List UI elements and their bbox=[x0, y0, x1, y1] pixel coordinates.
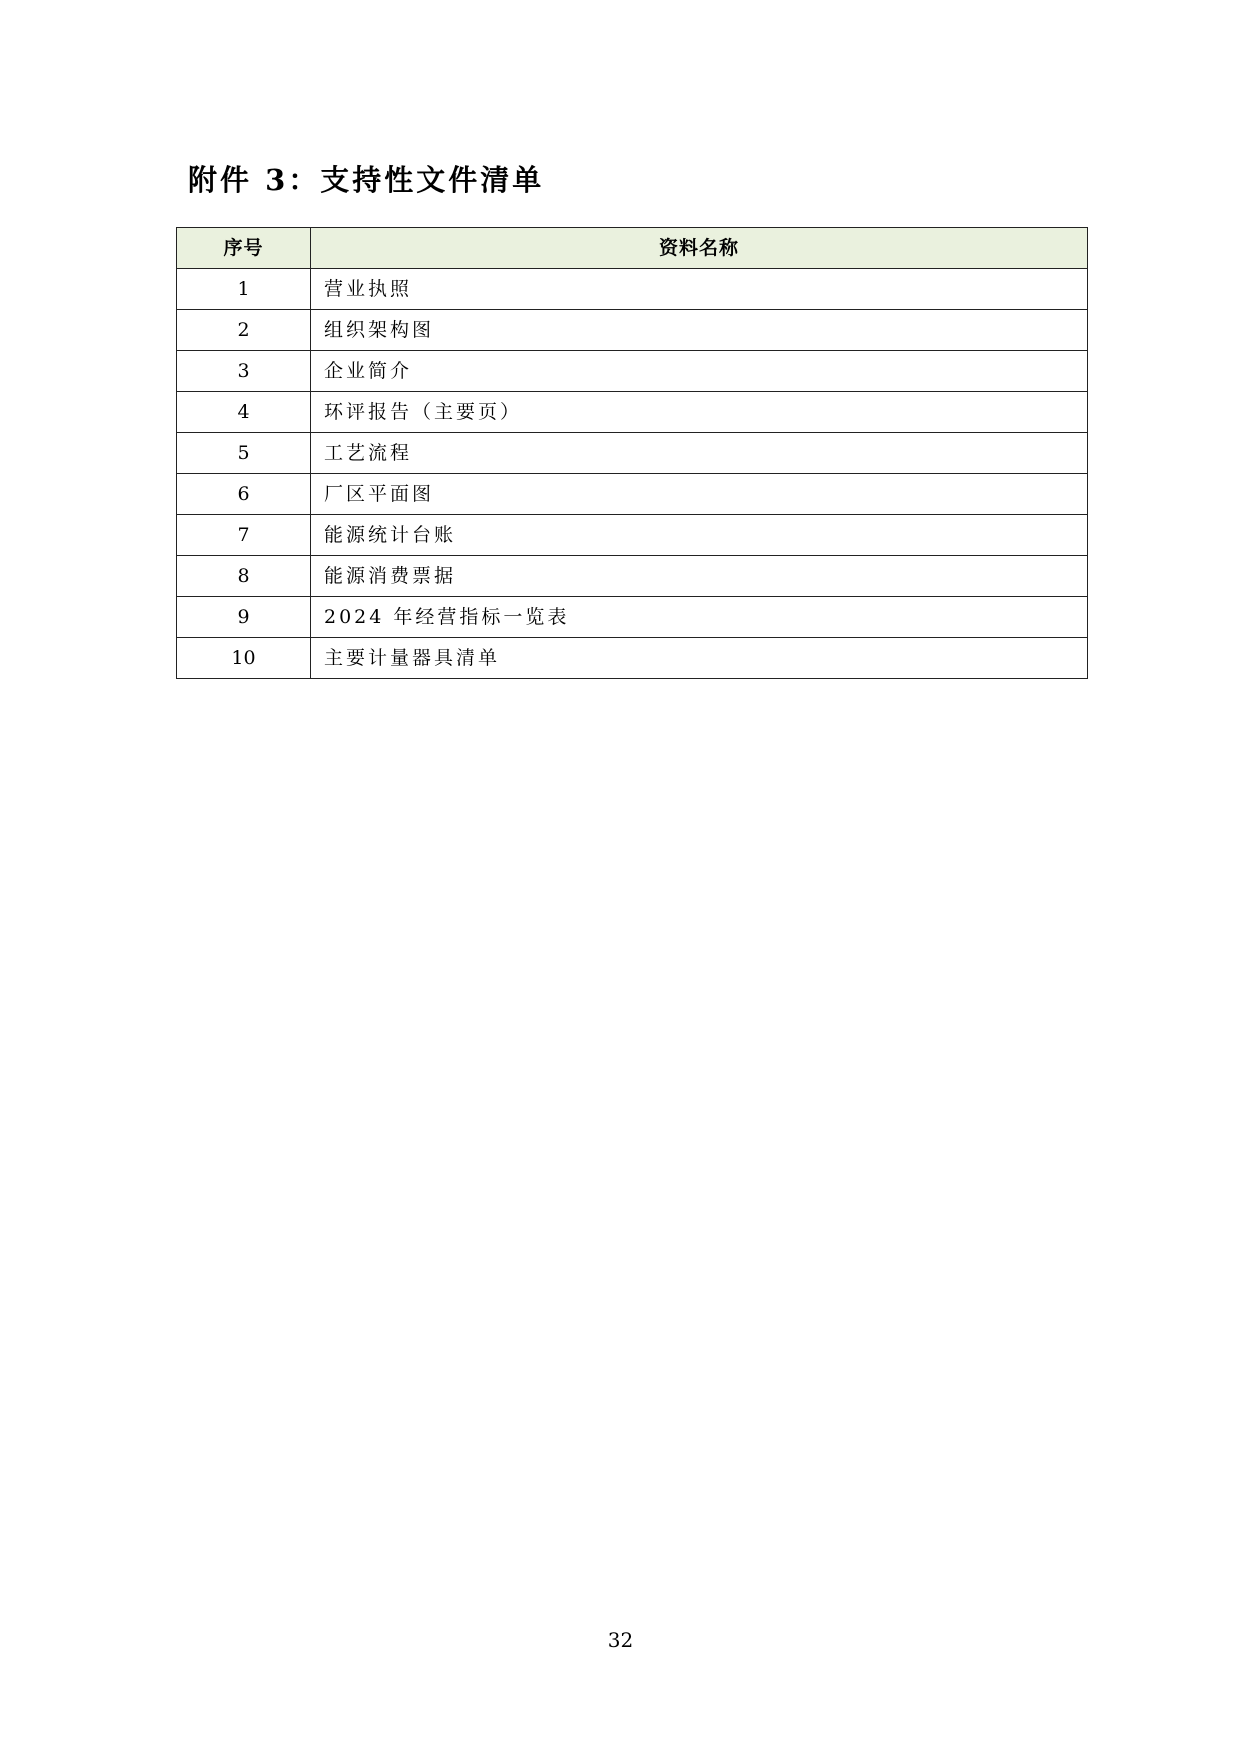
row-serial-number: 6 bbox=[177, 474, 311, 515]
table-row bbox=[177, 392, 1088, 433]
supporting-documents-table bbox=[176, 227, 1088, 679]
row-serial-number: 10 bbox=[177, 638, 311, 679]
row-serial-number: 7 bbox=[177, 515, 311, 556]
row-serial-number: 9 bbox=[177, 597, 311, 638]
row-serial-number: 1 bbox=[177, 269, 311, 310]
page-title: 附件 3：支持性文件清单 bbox=[188, 163, 545, 197]
table-row bbox=[177, 269, 1088, 310]
row-document-name: 工艺流程 bbox=[311, 433, 1088, 474]
header-serial-number: 序号 bbox=[177, 228, 311, 269]
table-row bbox=[177, 597, 1088, 638]
row-serial-number: 8 bbox=[177, 556, 311, 597]
header-document-name: 资料名称 bbox=[311, 228, 1088, 269]
row-document-name: 企业简介 bbox=[311, 351, 1088, 392]
table-row bbox=[177, 433, 1088, 474]
row-document-name: 能源统计台账 bbox=[311, 515, 1088, 556]
table-row bbox=[177, 556, 1088, 597]
row-document-name: 能源消费票据 bbox=[311, 556, 1088, 597]
table-row bbox=[177, 638, 1088, 679]
table-header-row bbox=[177, 228, 1088, 269]
row-document-name: 2024 年经营指标一览表 bbox=[311, 597, 1088, 638]
row-serial-number: 2 bbox=[177, 310, 311, 351]
row-document-name: 组织架构图 bbox=[311, 310, 1088, 351]
table-row bbox=[177, 515, 1088, 556]
row-serial-number: 5 bbox=[177, 433, 311, 474]
table-row bbox=[177, 474, 1088, 515]
page-number: 32 bbox=[607, 1628, 634, 1652]
row-document-name: 主要计量器具清单 bbox=[311, 638, 1088, 679]
table-row bbox=[177, 351, 1088, 392]
row-document-name: 营业执照 bbox=[311, 269, 1088, 310]
row-serial-number: 4 bbox=[177, 392, 311, 433]
table-row bbox=[177, 310, 1088, 351]
row-document-name: 环评报告（主要页） bbox=[311, 392, 1088, 433]
row-serial-number: 3 bbox=[177, 351, 311, 392]
row-document-name: 厂区平面图 bbox=[311, 474, 1088, 515]
